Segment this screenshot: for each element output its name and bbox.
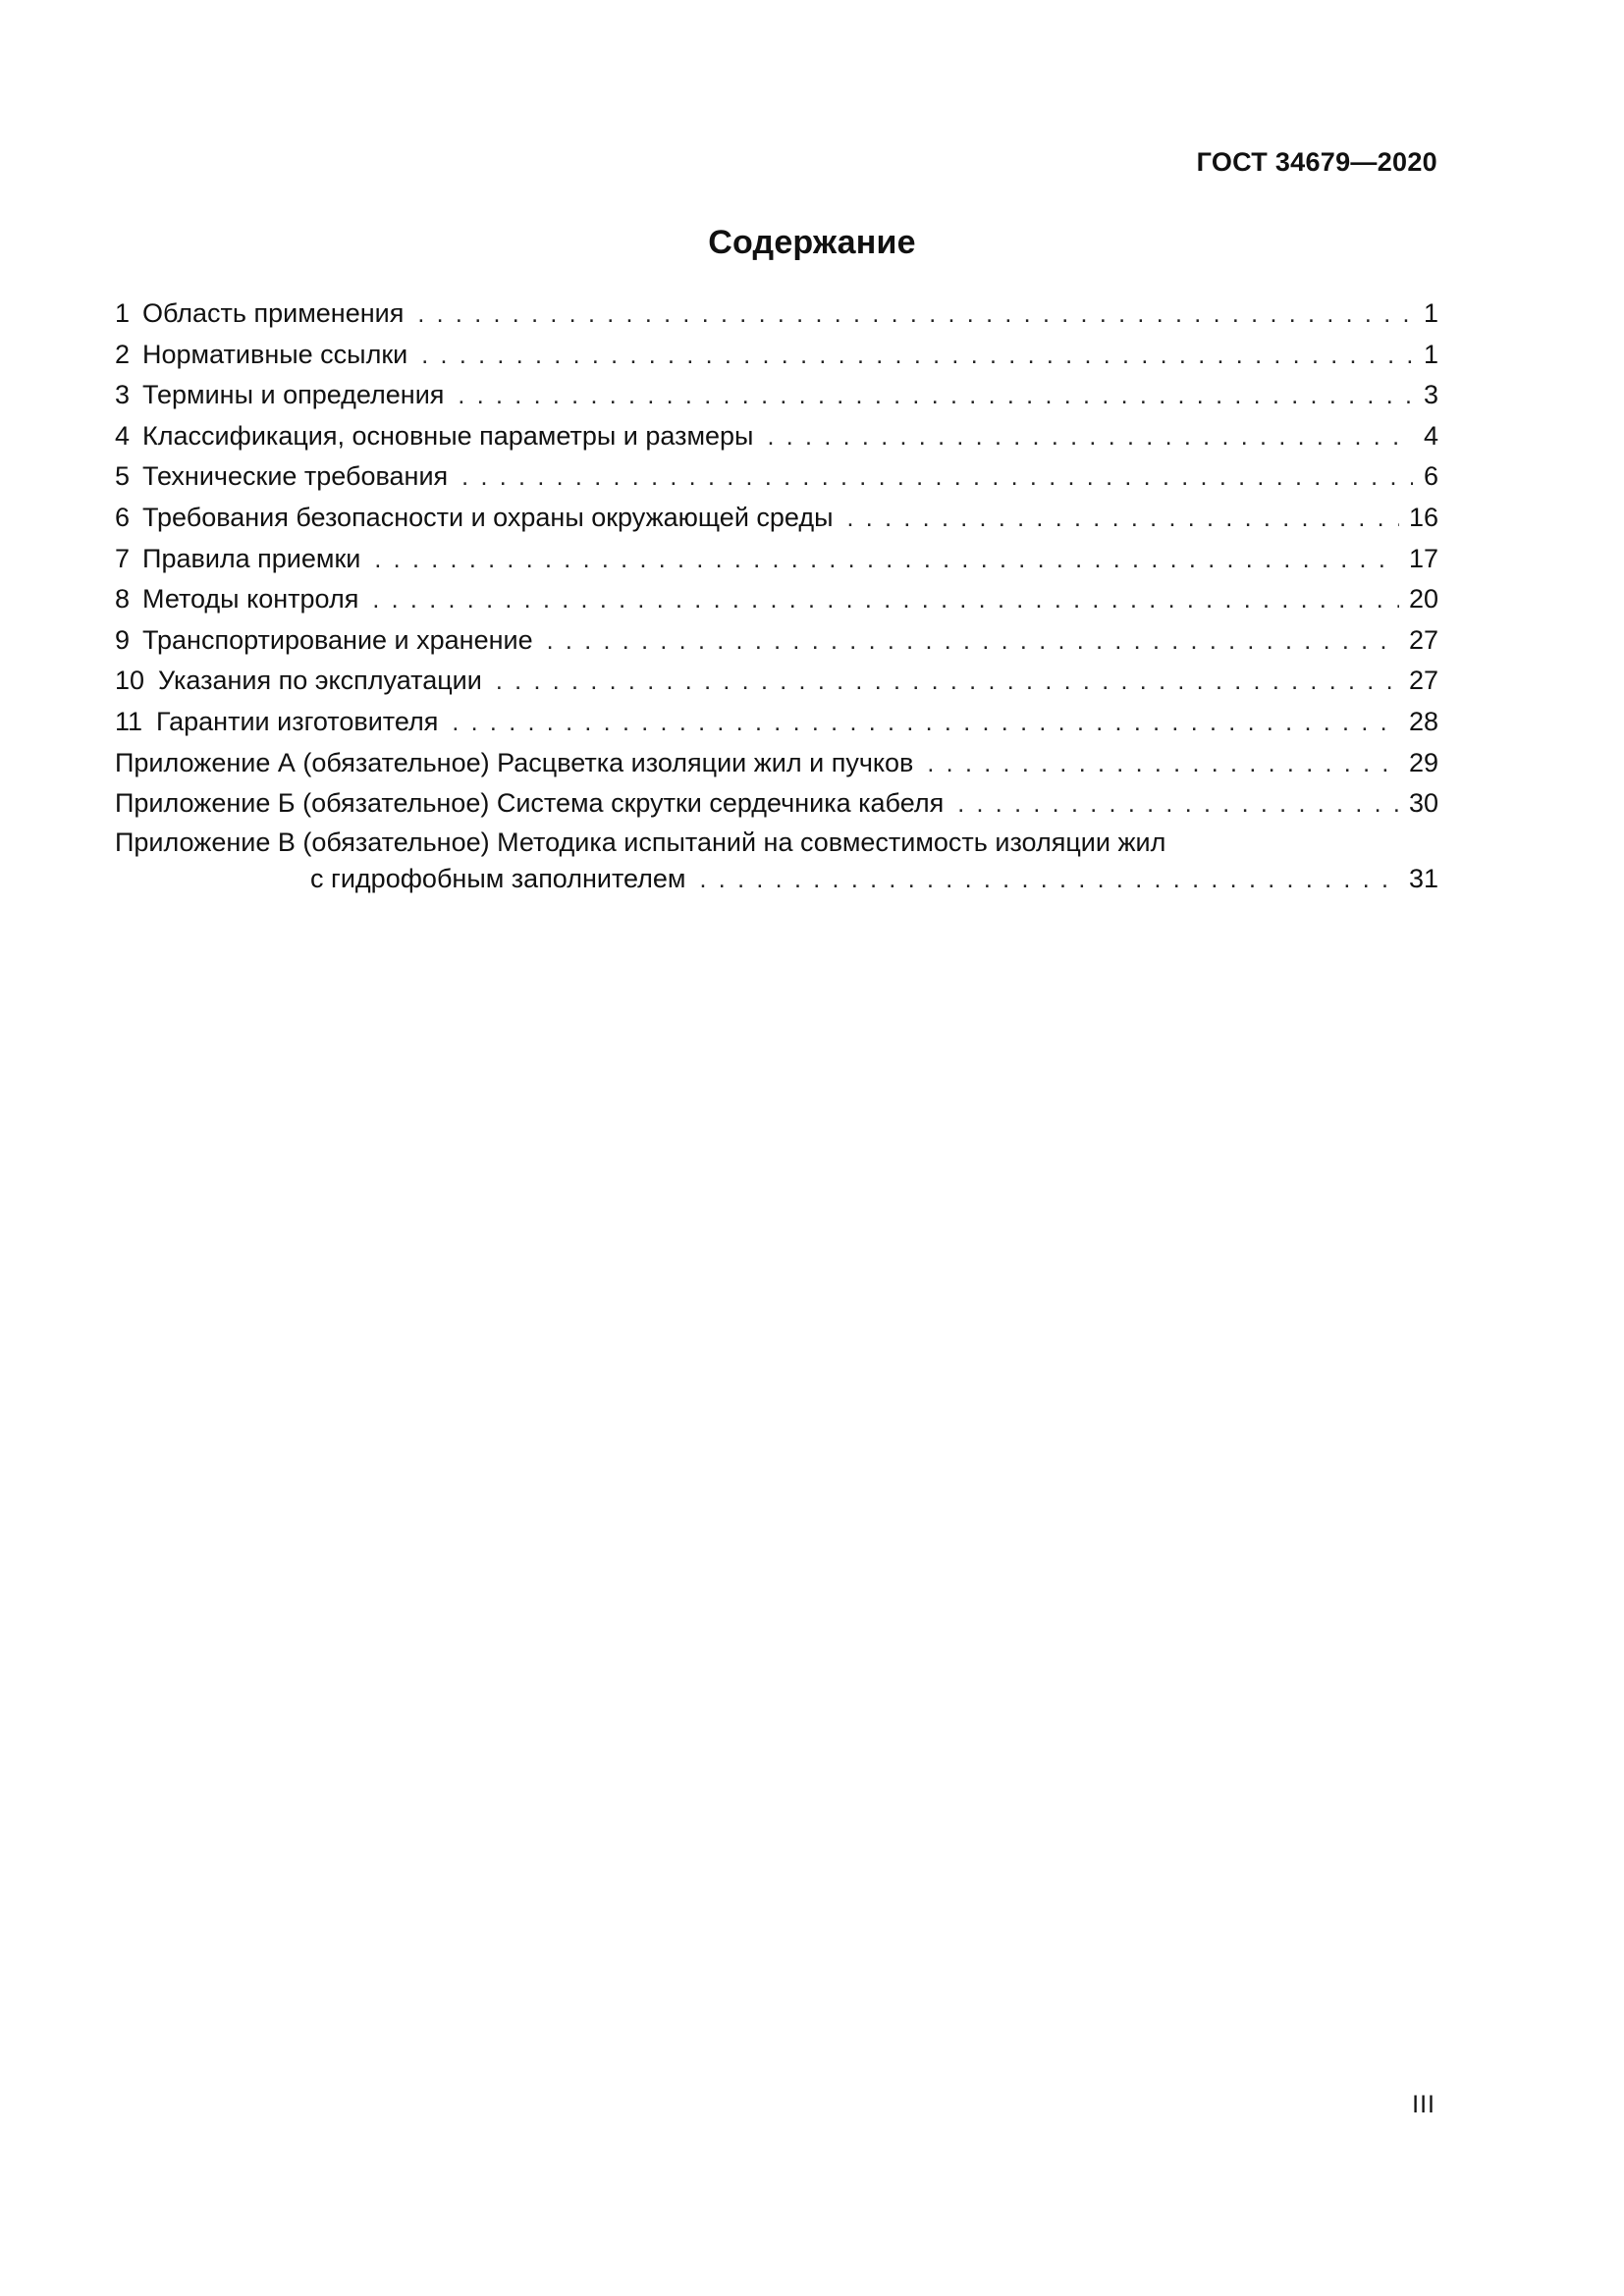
toc-entry-number: 1 <box>115 298 131 328</box>
toc-entry-number: 2 <box>115 339 131 369</box>
toc-entry-label: Требования безопасности и охраны окружающей среды <box>142 502 834 532</box>
table-of-contents-title: Содержание <box>708 224 916 261</box>
toc-leader-dots <box>957 784 1399 826</box>
toc-entry-page: 1 <box>1423 339 1438 369</box>
toc-leader-dots <box>458 376 1413 417</box>
toc-entry-page: 4 <box>1423 420 1438 451</box>
toc-appendix-page: 31 <box>1408 863 1438 893</box>
toc-entry[interactable] <box>115 579 1438 620</box>
toc-appendix-page: 29 <box>1408 747 1438 777</box>
toc-appendix-title-line-two: с гидрофобным заполнителем <box>310 863 686 893</box>
toc-entry[interactable] <box>115 335 1438 376</box>
toc-entry-title <box>115 539 360 580</box>
toc-entry-number: 9 <box>115 624 131 655</box>
toc-leader-dots <box>700 862 1399 898</box>
toc-entry[interactable] <box>115 294 1438 335</box>
toc-appendix-entry[interactable] <box>115 783 1438 825</box>
toc-entry-label: Область применения <box>142 298 405 328</box>
toc-appendix-entry[interactable] <box>115 825 1438 900</box>
toc-entry[interactable] <box>115 702 1438 743</box>
toc-entry-page: 20 <box>1408 584 1438 614</box>
toc-entry-title <box>115 702 438 743</box>
toc-entry-title <box>115 375 444 416</box>
toc-appendix-title-line-two-row <box>310 861 1438 898</box>
toc-leader-dots <box>372 580 1399 621</box>
toc-entry-number: 3 <box>115 380 131 410</box>
toc-entry-title <box>115 456 448 498</box>
toc-entry-title <box>115 661 482 702</box>
toc-entry-title <box>115 579 358 620</box>
toc-entry-page: 1 <box>1423 298 1438 328</box>
toc-entry-title <box>115 416 753 457</box>
toc-entry[interactable] <box>115 661 1438 702</box>
toc-entry-label: Правила приемки <box>142 543 361 573</box>
page-number: III <box>1412 2091 1435 2118</box>
toc-leader-dots <box>496 662 1399 703</box>
toc-entry-title <box>115 620 533 662</box>
toc-appendix-title-line-one: Приложение В (обязательное) Методика испытаний на совместимость изоляции жил <box>115 827 1166 857</box>
toc-entry-page: 16 <box>1408 502 1438 532</box>
toc-entry-page: 27 <box>1408 624 1438 655</box>
toc-entry-label: Указания по эксплуатации <box>158 666 482 696</box>
toc-entry-number: 4 <box>115 420 131 451</box>
document-code: ГОСТ 34679—2020 <box>1196 147 1437 177</box>
toc-entry-label: Гарантии изготовителя <box>156 706 439 736</box>
toc-leader-dots <box>461 457 1413 499</box>
toc-entry-label: Технические требования <box>142 461 449 492</box>
toc-entry-page: 17 <box>1408 543 1438 573</box>
toc-leader-dots <box>417 294 1413 336</box>
toc-entry-label: Термины и определения <box>142 380 445 410</box>
toc-entry-number: 11 <box>115 706 143 736</box>
table-of-contents <box>115 294 1438 900</box>
toc-entry-number: 5 <box>115 461 131 492</box>
toc-entry[interactable] <box>115 416 1438 457</box>
toc-appendix-title: Приложение Б (обязательное) Система скрутки сердечника кабеля <box>115 788 945 819</box>
toc-entry-title <box>115 498 834 539</box>
toc-entry-page: 27 <box>1408 666 1438 696</box>
toc-entry[interactable] <box>115 620 1438 662</box>
toc-leader-dots <box>847 499 1399 540</box>
toc-appendix-title: Приложение А (обязательное) Расцветка изоляции жил и пучков <box>115 747 914 777</box>
toc-entry-number: 10 <box>115 666 145 696</box>
toc-entry-label: Транспортирование и хранение <box>142 624 533 655</box>
toc-leader-dots <box>767 417 1413 458</box>
toc-entry-number: 8 <box>115 584 131 614</box>
toc-entry-page: 6 <box>1423 461 1438 492</box>
toc-leader-dots <box>547 621 1399 663</box>
toc-leader-dots <box>927 744 1399 785</box>
toc-leader-dots <box>374 540 1399 581</box>
toc-entry-title <box>115 335 407 376</box>
toc-appendix-entry[interactable] <box>115 743 1438 784</box>
toc-leader-dots <box>421 336 1413 377</box>
toc-entry[interactable] <box>115 456 1438 498</box>
toc-entry[interactable] <box>115 498 1438 539</box>
toc-entry-page: 3 <box>1423 380 1438 410</box>
toc-entry-page: 28 <box>1408 706 1438 736</box>
toc-entry[interactable] <box>115 539 1438 580</box>
toc-entry-title <box>115 294 404 335</box>
toc-leader-dots <box>452 703 1399 744</box>
toc-entry-label: Классификация, основные параметры и размеры <box>142 420 754 451</box>
toc-entry-label: Методы контроля <box>142 584 359 614</box>
toc-entry[interactable] <box>115 375 1438 416</box>
toc-appendix-page: 30 <box>1408 788 1438 819</box>
toc-entry-number: 7 <box>115 543 131 573</box>
toc-entry-label: Нормативные ссылки <box>142 339 408 369</box>
toc-entry-number: 6 <box>115 502 131 532</box>
